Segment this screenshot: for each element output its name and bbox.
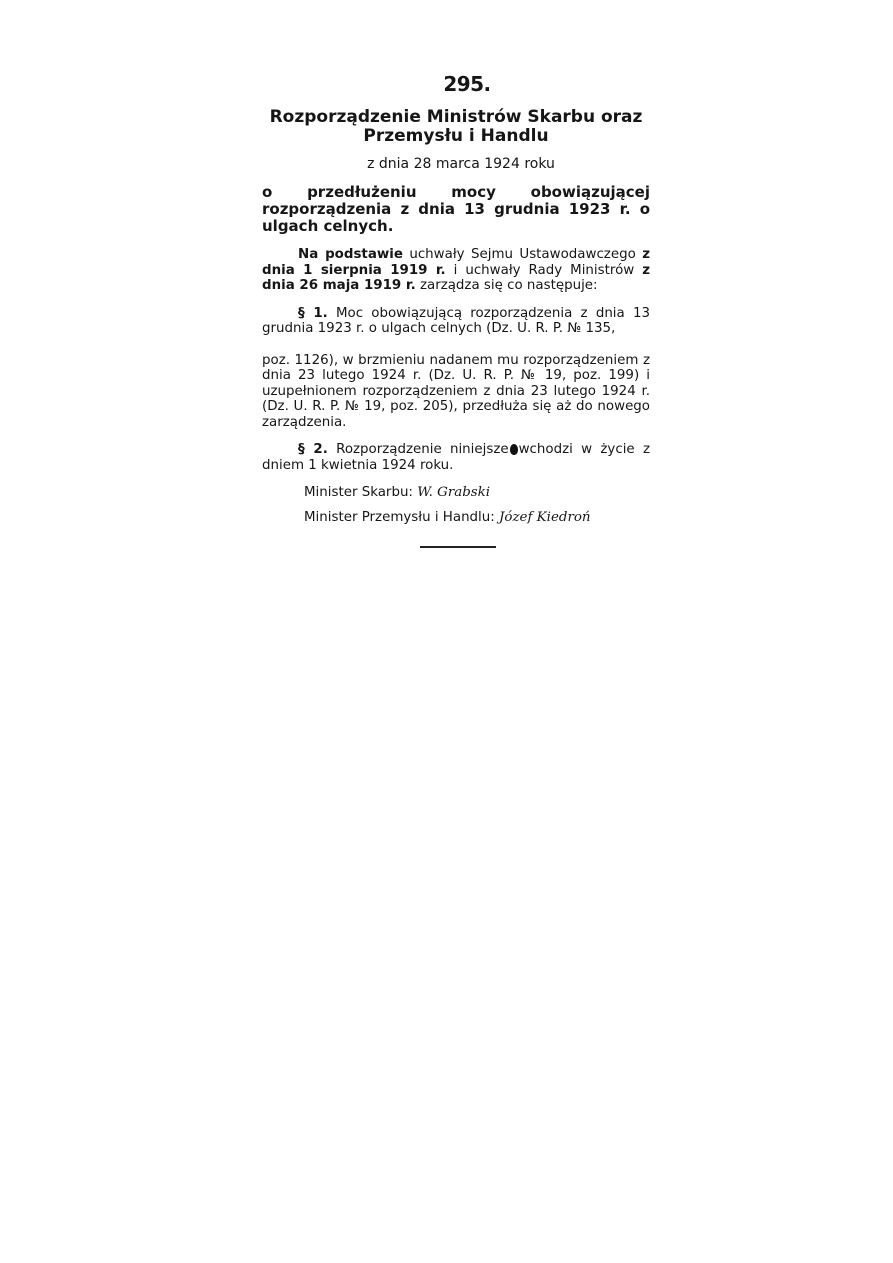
signature-industry-minister — [262, 510, 650, 526]
signature-role: Minister Skarbu: — [304, 485, 413, 500]
document-column — [262, 72, 650, 535]
section-1-label: § 1. — [298, 305, 328, 321]
title-line-1: Rozporządzenie Ministrów Skarbu oraz — [269, 107, 643, 127]
signature-finance-minister — [262, 485, 650, 501]
title-line-2: Przemysłu i Handlu — [363, 126, 549, 146]
signature-role: Minister Przemysłu i Handlu: — [304, 510, 495, 525]
section-2-label: § 2. — [298, 442, 328, 457]
section-1-paragraph-start — [262, 306, 650, 337]
section-1-text-b: 13 grudnia 1923 r. o ulgach celnych (Dz. U. R. P. № 135, — [262, 305, 650, 336]
document-title — [262, 108, 650, 146]
preamble-text-1: uchwały Sejmu Ustawodawczego — [402, 247, 643, 262]
preamble-lead: Na podstawie — [298, 247, 403, 262]
document-subject: o przedłużeniu mocy obowiązującej rozporządzenia z dnia 13 grudnia 1923 r. o ulgach celnych. — [262, 183, 650, 235]
preamble-date-2: z dnia 26 maja 1919 r. — [262, 262, 651, 293]
signature-name: W. Grabski — [417, 485, 491, 500]
ink-blot — [510, 444, 518, 455]
preamble-date-1: z dnia 1 sierpnia 1919 r. — [262, 247, 650, 278]
signature-name: Józef Kiedroń — [499, 510, 591, 525]
preamble-paragraph — [262, 247, 650, 294]
item-number: 295. — [443, 72, 491, 96]
section-2-text-b: wchodzi w życie z dniem 1 kwietnia 1924 roku. — [262, 442, 651, 473]
section-2-paragraph — [262, 442, 650, 473]
document-date: z dnia 28 marca 1924 roku — [367, 156, 555, 172]
section-2-text-a: Rozporządzenie niniejsze — [327, 442, 509, 457]
preamble-text-2: i uchwały Rady Ministrów — [445, 262, 643, 278]
end-rule-divider — [420, 546, 496, 548]
section-1-paragraph-continued: poz. 1126), w brzmieniu nadanem mu rozporządzeniem z dnia 23 lutego 1924 r. (Dz. U. R. P. № 19, poz. 199) i uzupełnionem rozporządzeniem z dnia 23 lutego 1924 r. (Dz. U. R. P. № 19, poz. 205), przedłuża się aż do nowego zarządzenia. — [262, 352, 650, 430]
preamble-text-3: zarządza się co następuje: — [415, 278, 598, 293]
section-1-text-a: Moc obowiązującą rozporządzenia z dnia — [327, 305, 633, 321]
